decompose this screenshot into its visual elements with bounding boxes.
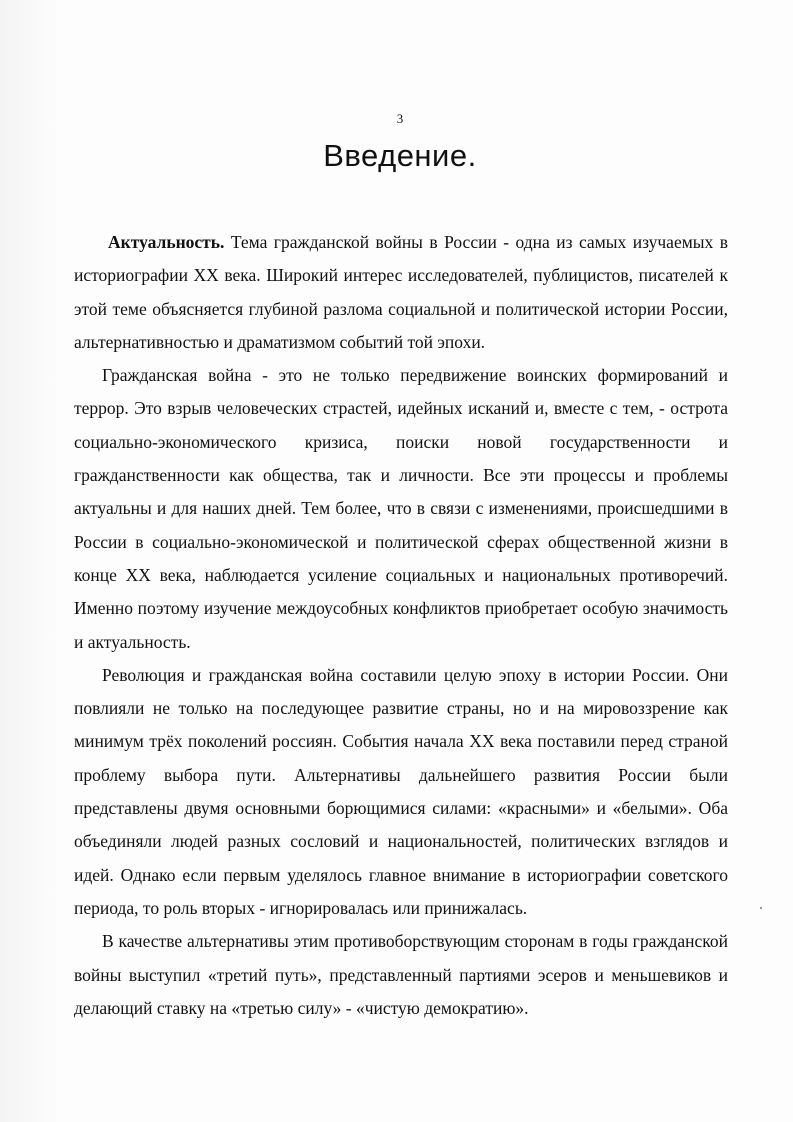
page-number: 3	[396, 111, 404, 126]
paragraph-text: Тема гражданской войны в России - одна из самых изучаемых в историографии XX века. Широкий интерес исследователей, публицистов, писателей к этой теме объясняется глубиной разлома социальной и политической истории России, альтернативностью и драматизмом событий той эпохи.	[74, 232, 728, 352]
paragraph-civil-war: Гражданская война - это не только передвижение воинских формирований и террор. Это взрыв человеческих страстей, идейных исканий и, вместе с тем, - острота социально-экономического кризиса, поиски новой государственности и гражданственности как общества, так и личности. Все эти процессы и проблемы актуальны и для наших дней. Тем более, что в связи с изменениями, происшедшими в России в социально-экономической и политической сферах общественной жизни в конце XX века, наблюдается усиление социальных и национальных противоречий. Именно поэтому изучение междоусобных конфликтов приобретает особую значимость и актуальность.	[74, 365, 728, 652]
paragraph-revolution: Революция и гражданская война составили целую эпоху в истории России. Они повлияли не только на последующее развитие страны, но и на мировоззрение как минимум трёх поколений россиян. События начала XX века поставили перед страной проблему выбора пути. Альтернативы дальнейшего развития России были представлены двумя основными борющимися силами: «красными» и «белыми». Оба объединяли людей разных сословий и национальностей, политических взглядов и идей. Однако если первым уделялось главное внимание в историографии советского периода, то роль вторых - игнорировалась или принижалась.	[74, 664, 728, 918]
paragraph-relevance	[74, 226, 728, 359]
body-text	[74, 226, 728, 1025]
page-title: Введение.	[323, 138, 477, 173]
scan-speck	[760, 907, 762, 909]
paragraph-third-way: В качестве альтернативы этим противоборствующим сторонам в годы гражданской войны выступил «третий путь», представленный партиями эсеров и меньшевиков и делающий ставку на «третью силу» - «чистую демократию».	[74, 931, 728, 1018]
paragraph-lead: Актуальность.	[108, 232, 225, 252]
